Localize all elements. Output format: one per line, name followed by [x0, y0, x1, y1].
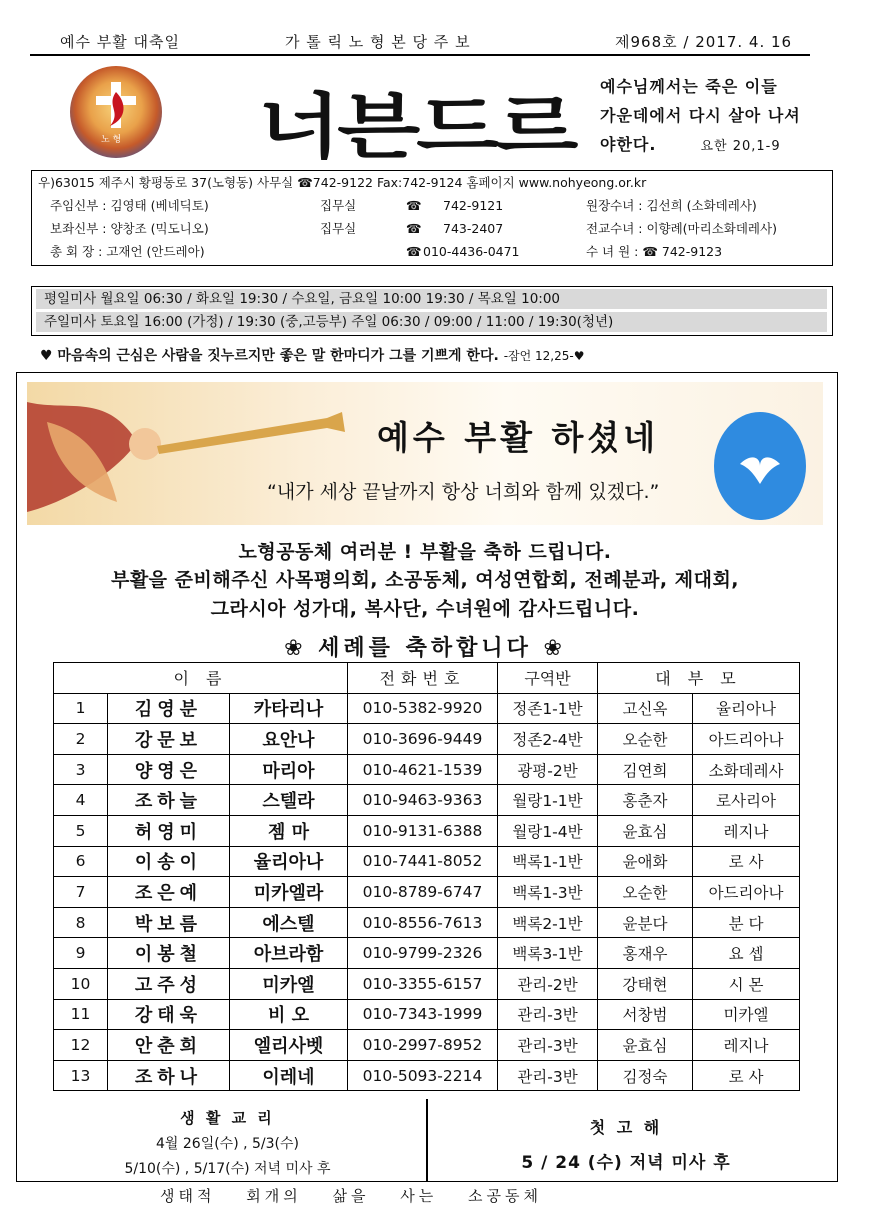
bottom-notices [30, 1099, 822, 1182]
christian-name: 엘리사벳 [230, 1030, 348, 1061]
baptism-table [53, 662, 800, 1091]
greeting-line-3: 그라시아 성가대, 복사단, 수녀원에 감사드립니다. [210, 598, 640, 620]
christian-name: 마리아 [230, 754, 348, 785]
verse-line-2: 가운데에서 다시 살아 나셔 [600, 106, 801, 125]
header-publication: 가 톨 릭 노 형 본 당 주 보 [285, 33, 471, 51]
phone-number: 010-3696-9449 [348, 724, 498, 755]
motto-reference: -잠언 12,25-♥ [503, 349, 585, 363]
godparent-name: 오순한 [598, 724, 693, 755]
row-number: 5 [54, 815, 108, 846]
header-phone: 전화번호 [348, 663, 498, 694]
zone: 정존2-4반 [498, 724, 598, 755]
godparent-christian-name: 아드리아나 [693, 877, 800, 908]
godparent-christian-name: 미카엘 [693, 999, 800, 1030]
phone-number: 010-5382-9920 [348, 693, 498, 724]
sunday-verse [600, 72, 832, 161]
phone-number: 010-8789-6747 [348, 877, 498, 908]
verse-line-1: 예수님께서는 죽은 이들 [600, 77, 778, 96]
info-cell: 010-4436-0471 [423, 244, 520, 259]
row-number: 11 [54, 999, 108, 1030]
info-row [38, 240, 828, 263]
bulletin-title: 너븐드르 [258, 86, 575, 169]
baptized-name: 강문보 [108, 724, 230, 755]
godparent-christian-name: 소화데레사 [693, 754, 800, 785]
row-number: 13 [54, 1060, 108, 1091]
table-row [54, 999, 800, 1030]
row-number: 8 [54, 907, 108, 938]
table-row [54, 907, 800, 938]
phone-number: 010-7441-8052 [348, 846, 498, 877]
zone: 광평-2반 [498, 754, 598, 785]
row-number: 3 [54, 754, 108, 785]
phone-number: 010-3355-6157 [348, 968, 498, 999]
godparent-name: 홍재우 [598, 938, 693, 969]
zone: 월랑1-4반 [498, 815, 598, 846]
christian-name: 아브라함 [230, 938, 348, 969]
info-address: 우)63015 제주시 황평동로 37(노형동) 사무실 ☎742-9122 Fax:742-9124 홈페이지 www.nohyeong.or.kr [38, 175, 647, 190]
godparent-christian-name: 아드리아나 [693, 724, 800, 755]
godparent-christian-name: 분 다 [693, 907, 800, 938]
godparent-christian-name: 레지나 [693, 815, 800, 846]
greeting-line-1: 노형공동체 여러분 ! 부활을 축하 드립니다. [238, 541, 612, 563]
table-row [54, 724, 800, 755]
info-row [38, 217, 828, 240]
row-number: 7 [54, 877, 108, 908]
table-row [54, 785, 800, 816]
row-number: 2 [54, 724, 108, 755]
catechism-dates-2: 5/10(수) , 5/17(수) 저녁 미사 후 [124, 1161, 331, 1177]
zone: 백록1-1반 [498, 846, 598, 877]
header-zone: 구역반 [498, 663, 598, 694]
baptism-rows [54, 693, 800, 1091]
baptized-name: 양영은 [108, 754, 230, 785]
godparent-name: 고신옥 [598, 693, 693, 724]
baptized-name: 강태욱 [108, 999, 230, 1030]
row-number: 4 [54, 785, 108, 816]
header-godparent: 대 부 모 [598, 663, 800, 694]
christian-name: 젬 마 [230, 815, 348, 846]
phone-number: 010-2997-8952 [348, 1030, 498, 1061]
godparent-name: 강태현 [598, 968, 693, 999]
info-cell: 743-2407 [443, 221, 504, 236]
godparent-christian-name: 로사리아 [693, 785, 800, 816]
godparent-name: 윤분다 [598, 907, 693, 938]
phone-icon: ☎ [406, 221, 422, 236]
table-row [54, 968, 800, 999]
baptized-name: 이송이 [108, 846, 230, 877]
header-name: 이 름 [54, 663, 348, 694]
godparent-christian-name: 요 셉 [693, 938, 800, 969]
baptized-name: 안춘희 [108, 1030, 230, 1061]
table-header-row [54, 663, 800, 694]
phone-number: 010-9799-2326 [348, 938, 498, 969]
phone-icon: ☎ [406, 244, 422, 259]
christian-name: 카타리나 [230, 693, 348, 724]
baptized-name: 조은예 [108, 877, 230, 908]
godparent-christian-name: 레지나 [693, 1030, 800, 1061]
godparent-christian-name: 시 몬 [693, 968, 800, 999]
info-cell: 742-9121 [443, 198, 504, 213]
parish-info-box [31, 170, 833, 266]
row-number: 1 [54, 693, 108, 724]
table-row [54, 815, 800, 846]
christian-name: 스텔라 [230, 785, 348, 816]
info-cell: 주임신부 : 김영태 (베네딕토) [50, 198, 209, 213]
catechism-title: 생 활 교 리 [180, 1109, 275, 1127]
godparent-name: 윤효심 [598, 1030, 693, 1061]
christian-name: 비 오 [230, 999, 348, 1030]
easter-banner [27, 382, 823, 525]
godparent-name: 윤효심 [598, 815, 693, 846]
table-row [54, 846, 800, 877]
verse-reference: 요한 20,1-9 [700, 139, 781, 154]
godparent-name: 서창범 [598, 999, 693, 1030]
godparent-name: 김정숙 [598, 1060, 693, 1091]
confession-notice [426, 1099, 824, 1182]
banner-title: 예수 부활 하셨네 [377, 418, 660, 457]
phone-number: 010-4621-1539 [348, 754, 498, 785]
baptized-name: 고주성 [108, 968, 230, 999]
info-cell: 집무실 [320, 221, 357, 236]
sunday-mass: 주일미사 토요일 16:00 (가정) / 19:30 (중,고등부) 주일 06:30 / 09:00 / 11:00 / 19:30(청년) [36, 312, 827, 332]
info-cell: 원장수녀 : 김선희 (소화데레사) [586, 198, 757, 213]
table-row [54, 938, 800, 969]
easter-egg-icon [710, 404, 810, 522]
info-row [38, 194, 828, 217]
mass-schedule [31, 286, 833, 336]
weekly-motto [40, 345, 830, 365]
baptized-name: 박보름 [108, 907, 230, 938]
godparent-christian-name: 로 사 [693, 1060, 800, 1091]
christian-name: 미카엘 [230, 968, 348, 999]
zone: 관리-3반 [498, 1060, 598, 1091]
info-cell: 수 녀 원 : ☎ 742-9123 [586, 244, 723, 259]
baptized-name: 조하나 [108, 1060, 230, 1091]
catechism-notice [30, 1099, 425, 1182]
row-number: 10 [54, 968, 108, 999]
confession-date: 5 / 24 (수) 저녁 미사 후 [521, 1153, 731, 1173]
zone: 정존1-1반 [498, 693, 598, 724]
godparent-name: 윤애화 [598, 846, 693, 877]
info-cell: 전교수녀 : 이향례(마리소화데레사) [586, 221, 777, 236]
zone: 월랑1-1반 [498, 785, 598, 816]
weekday-mass: 평일미사 월요일 06:30 / 화요일 19:30 / 수요일, 금요일 10:00 19:30 / 목요일 10:00 [36, 289, 827, 309]
zone: 관리-3반 [498, 999, 598, 1030]
godparent-christian-name: 로 사 [693, 846, 800, 877]
greeting-line-2: 부활을 준비해주신 사목평의회, 소공동체, 여성연합회, 전례분과, 제대회, [110, 569, 740, 591]
row-number: 12 [54, 1030, 108, 1061]
phone-icon: ☎ [406, 198, 422, 213]
table-row [54, 754, 800, 785]
godparent-christian-name: 율리아나 [693, 693, 800, 724]
phone-number: 010-9463-9363 [348, 785, 498, 816]
table-row [54, 1060, 800, 1091]
parish-logo [70, 66, 162, 158]
table-row [54, 693, 800, 724]
phone-number: 010-5093-2214 [348, 1060, 498, 1091]
phone-number: 010-8556-7613 [348, 907, 498, 938]
christian-name: 요안나 [230, 724, 348, 755]
zone: 백록2-1반 [498, 907, 598, 938]
banner-quote: “내가 세상 끝날까지 항상 너희와 함께 있겠다.” [267, 481, 660, 503]
header-bar [30, 28, 810, 56]
christian-name: 미카엘라 [230, 877, 348, 908]
footer-slogan: 생태적 회개의 삶을 사는 소공동체 [160, 1187, 542, 1205]
zone: 백록1-3반 [498, 877, 598, 908]
verse-line-3: 야한다. [600, 135, 657, 154]
info-cell: 총 회 장 : 고재언 (안드레아) [50, 244, 205, 259]
row-number: 6 [54, 846, 108, 877]
phone-number: 010-9131-6388 [348, 815, 498, 846]
baptized-name: 허영미 [108, 815, 230, 846]
confession-title: 첫 고 해 [589, 1118, 663, 1137]
table-row [54, 1030, 800, 1061]
zone: 백록3-1반 [498, 938, 598, 969]
catechism-dates-1: 4월 26일(수) , 5/3(수) [156, 1136, 299, 1152]
zone: 관리-3반 [498, 1030, 598, 1061]
row-number: 9 [54, 938, 108, 969]
zone: 관리-2반 [498, 968, 598, 999]
godparent-name: 홍춘자 [598, 785, 693, 816]
table-row [54, 877, 800, 908]
christian-name: 율리아나 [230, 846, 348, 877]
baptism-heading: ❀ 세례를 축하합니다 ❀ [284, 636, 566, 661]
header-issue: 제968호 / 2017. 4. 16 [615, 33, 793, 51]
baptized-name: 김영분 [108, 693, 230, 724]
info-cell: 집무실 [320, 198, 357, 213]
logo-text: 노 형 [101, 135, 122, 145]
header-feast: 예수 부활 대축일 [60, 33, 180, 51]
christian-name: 에스텔 [230, 907, 348, 938]
godparent-name: 오순한 [598, 877, 693, 908]
phone-number: 010-7343-1999 [348, 999, 498, 1030]
godparent-name: 김연희 [598, 754, 693, 785]
baptized-name: 이봉철 [108, 938, 230, 969]
info-cell: 보좌신부 : 양창조 (믹도니오) [50, 221, 209, 236]
motto-text: ♥ 마음속의 근심은 사람을 짓누르지만 좋은 말 한마디가 그를 기쁘게 한다. [40, 348, 499, 364]
baptized-name: 조하늘 [108, 785, 230, 816]
christian-name: 이레네 [230, 1060, 348, 1091]
